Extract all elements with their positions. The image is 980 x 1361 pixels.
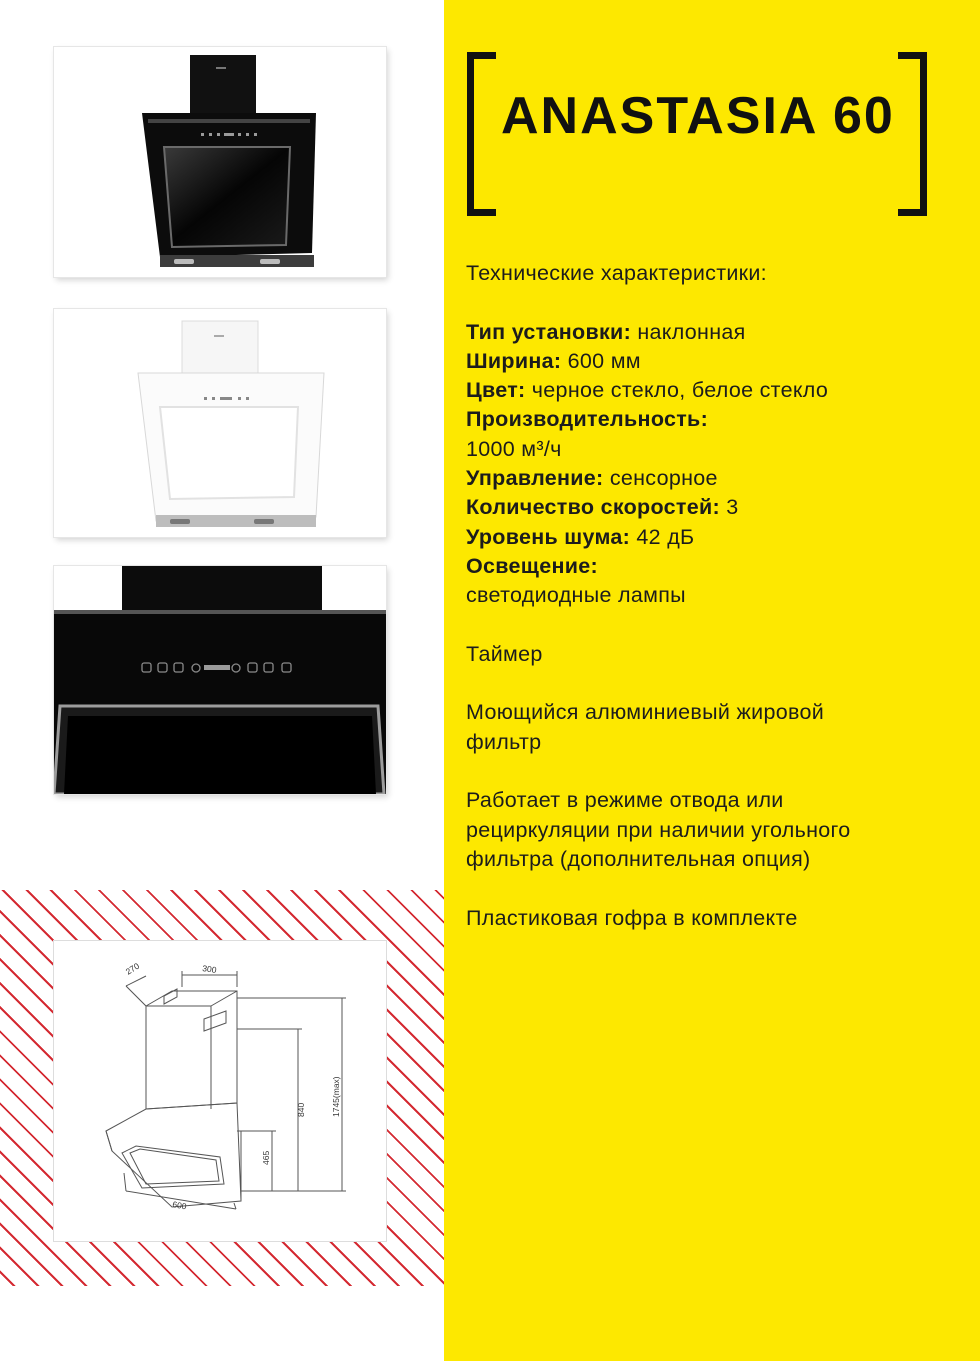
model-title: ANASTASIA 60 [501, 87, 895, 145]
feature-mode-line2: рециркуляции при наличии угольного [466, 817, 851, 842]
dim-body-height-label: 465 [261, 1150, 271, 1165]
black-hood-photo [54, 47, 386, 277]
dim-depth-label: 270 [123, 960, 142, 977]
feature-hose: Пластиковая гофра в комплекте [466, 905, 798, 930]
spec-width: Ширина: 600 мм [466, 348, 641, 373]
right-bracket [898, 52, 927, 216]
specs-heading: Технические характеристики: [466, 261, 767, 285]
feature-mode-line3: фильтра (дополнительная опция) [466, 846, 811, 871]
spec-control: Управление: сенсорное [466, 466, 718, 491]
spec-performance-value: 1000 м³/ч [466, 436, 562, 461]
dimension-drawing [54, 941, 386, 1241]
dim-max-height-label: 1745(max) [331, 1076, 341, 1117]
feature-mode-line1: Работает в режиме отвода или [466, 788, 784, 813]
left-bracket [467, 52, 496, 216]
feature-timer: Таймер [466, 641, 543, 666]
spec-lighting-label: Освещение: [466, 553, 598, 578]
white-hood-photo [54, 309, 386, 537]
spec-color: Цвет: черное стекло, белое стекло [466, 378, 829, 403]
dim-width-label: 600 [171, 1199, 188, 1212]
control-panel-photo [54, 566, 386, 794]
spec-speeds: Количество скоростей: 3 [466, 495, 739, 520]
spec-performance-label: Производительность: [466, 407, 709, 432]
feature-filter-line1: Моющийся алюминиевый жировой [466, 700, 825, 725]
dim-duct-width-label: 300 [201, 963, 218, 975]
spec-mount: Тип установки: наклонная [466, 319, 746, 344]
spec-lighting-value: светодиодные лампы [466, 583, 686, 608]
spec-noise: Уровень шума: 42 дБ [466, 524, 695, 549]
dim-min-height-label: 840 [296, 1102, 306, 1117]
specifications [466, 259, 956, 933]
feature-filter-line2: фильтр [466, 729, 542, 754]
